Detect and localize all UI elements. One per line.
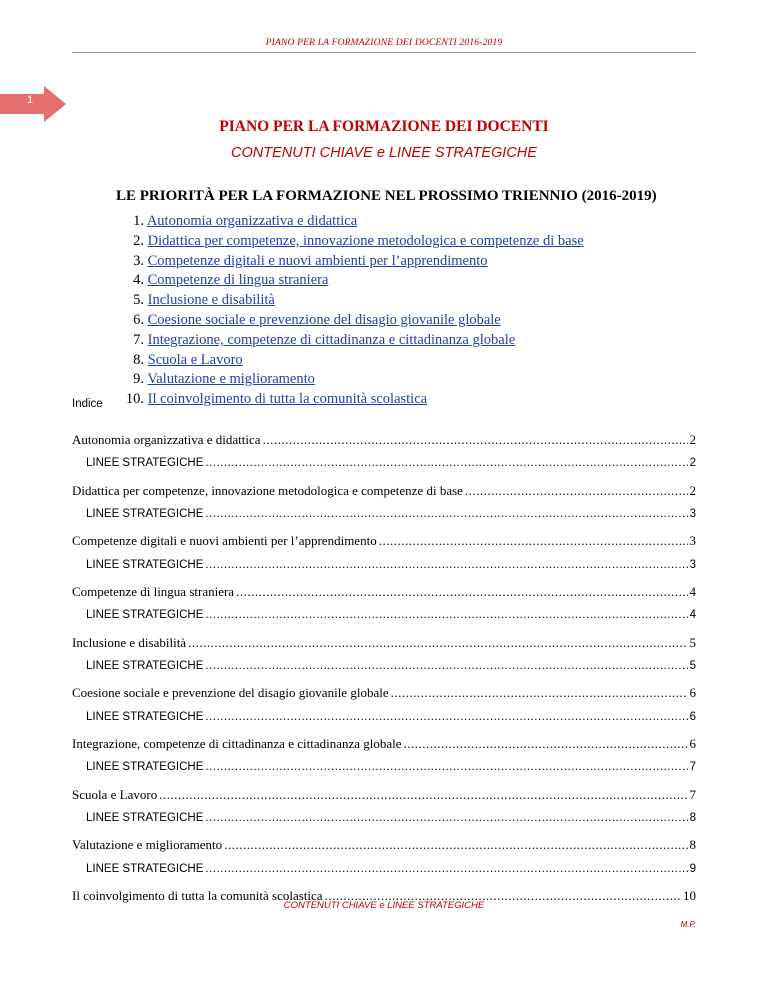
toc-entry[interactable] [72,584,696,600]
toc-page-number: 6 [689,736,696,751]
toc-entry[interactable] [72,432,696,448]
priority-link[interactable]: Valutazione e miglioramento [147,371,315,388]
priority-item [100,331,584,351]
priority-item [100,351,584,371]
toc-leader [263,432,688,448]
toc-entry-title: LINEE STRATEGICHE [86,761,204,774]
toc-leader [205,660,687,672]
priorities-heading: LE PRIORITÀ PER LA FORMAZIONE NEL PROSSIMO TRIENNIO (2016-2019) [116,188,657,204]
toc-page-number: 10 [683,888,696,903]
toc-entry-title: LINEE STRATEGICHE [86,660,204,672]
page-number: 1 [26,94,34,106]
priority-number: 10. [125,391,144,408]
toc-entry-title: LINEE STRATEGICHE [86,710,204,723]
priority-number: 5. [133,292,144,309]
toc-leader [205,812,687,824]
toc-page-number: 2 [689,432,696,447]
toc-page-number: 3 [689,533,696,549]
toc-entry[interactable] [72,837,696,853]
toc-entry[interactable] [86,761,696,773]
running-header: PIANO PER LA FORMAZIONE DEI DOCENTI 2016-2019 [265,38,503,48]
priority-number: 4. [133,272,144,289]
toc-page-number: 9 [689,862,696,875]
priority-item [100,252,584,272]
priority-number: 3. [133,252,144,269]
toc-entry[interactable] [86,863,696,875]
toc-leader [236,584,687,600]
footer-text: CONTENUTI CHIAVE e LINEE STRATEGICHE [283,900,485,911]
priority-item [100,311,584,331]
toc-entry-title: LINEE STRATEGICHE [86,609,204,622]
toc-entry[interactable] [86,508,696,520]
toc-entry-title: Inclusione e disabilità [72,634,187,650]
toc-page-number: 8 [689,812,696,824]
priority-number: 1. [133,213,144,229]
footer-initials: M.P. [680,920,696,929]
document-subtitle: CONTENUTI CHIAVE e LINEE STRATEGICHE [231,145,537,161]
toc-page-number: 8 [689,837,696,853]
toc-page-number: 5 [689,660,696,672]
toc-entry[interactable] [86,711,696,723]
priority-number: 2. [133,232,144,249]
toc-entry[interactable] [72,685,696,701]
toc-entry-title: LINEE STRATEGICHE [86,812,204,824]
toc-entry-title: Autonomia organizzativa e didattica [72,432,261,447]
toc-page-number: 6 [689,685,696,701]
priority-number: 8. [133,351,144,368]
toc-entry[interactable] [72,533,696,549]
toc-leader [188,635,687,651]
priority-link[interactable]: Inclusione e disabilità [147,292,275,309]
toc-page-number: 6 [689,710,696,723]
toc-leader [465,483,688,499]
toc-page-number: 5 [689,634,696,650]
toc-leader [205,761,687,773]
priority-link[interactable]: Integrazione, competenze di cittadinanza e cittadinanza globale [147,331,516,348]
toc-heading: Indice [72,398,103,410]
toc-leader [205,609,687,621]
toc-leader [224,837,687,853]
toc-entry-title: Valutazione e miglioramento [72,837,223,853]
priority-link[interactable]: Scuola e Lavoro [147,351,243,368]
toc-page-number: 4 [689,609,696,622]
toc-entry[interactable] [86,457,696,469]
toc-leader [205,863,687,875]
priority-item [100,212,584,232]
toc-leader [205,559,687,571]
toc-page-number: 7 [689,761,696,774]
toc-entry-title: Competenze digitali e nuovi ambienti per l’apprendimento [72,533,377,549]
toc-entry-title: LINEE STRATEGICHE [86,862,204,875]
toc-page-number: 3 [689,558,696,571]
priority-link[interactable]: Coesione sociale e prevenzione del disagio giovanile globale [147,311,501,328]
toc-leader [205,457,687,469]
toc-entry[interactable] [86,609,696,621]
priority-link[interactable]: Competenze digitali e nuovi ambienti per l’apprendimento [147,252,488,269]
toc-entry[interactable] [86,559,696,571]
priority-number: 9. [133,371,144,388]
header-divider [72,52,696,53]
priority-link[interactable]: Didattica per competenze, innovazione metodologica e competenze di base [147,232,584,249]
toc-leader [205,508,687,520]
toc-leader [391,685,688,701]
toc-entry[interactable] [72,787,696,803]
toc-leader [379,533,688,549]
toc-entry[interactable] [72,635,696,651]
toc-entry-title: Coesione sociale e prevenzione del disagio giovanile globale [72,685,389,701]
toc-entry[interactable] [72,483,696,499]
toc-page-number: 3 [689,508,696,520]
toc-entry[interactable] [72,736,696,752]
priority-link[interactable]: Competenze di lingua straniera [147,272,329,289]
toc-leader [159,787,687,803]
priority-item [100,271,584,291]
toc-leader [404,736,688,752]
priority-item [100,370,584,390]
toc-entry-title: Scuola e Lavoro [72,786,158,802]
toc-entry-title: LINEE STRATEGICHE [86,558,204,571]
priority-link[interactable]: Autonomia organizzativa e didattica [146,213,358,229]
toc-entry-title: Didattica per competenze, innovazione metodologica e competenze di base [72,482,463,498]
toc-page-number: 4 [689,584,696,599]
priority-list [100,212,584,410]
toc-entry-title: Integrazione, competenze di cittadinanza e cittadinanza globale [72,736,402,751]
priority-link[interactable]: Il coinvolgimento di tutta la comunità scolastica [147,391,428,408]
toc-entry-title: LINEE STRATEGICHE [86,457,204,470]
toc-leader [205,711,687,723]
toc-entry-title: LINEE STRATEGICHE [86,508,204,520]
toc-entry-title: Il coinvolgimento di tutta la comunità scolastica [72,888,323,903]
toc-entry[interactable] [86,812,696,824]
toc-entry-title: Competenze di lingua straniera [72,584,235,599]
toc-page-number: 2 [689,482,696,498]
priority-number: 7. [133,331,144,348]
priority-item [100,232,584,252]
document-title: PIANO PER LA FORMAZIONE DEI DOCENTI [219,118,549,135]
priority-item [100,390,584,410]
toc-page-number: 7 [689,786,696,802]
toc-page-number: 2 [689,457,696,470]
toc-entry[interactable] [86,660,696,672]
priority-number: 6. [133,311,144,328]
priority-item [100,291,584,311]
